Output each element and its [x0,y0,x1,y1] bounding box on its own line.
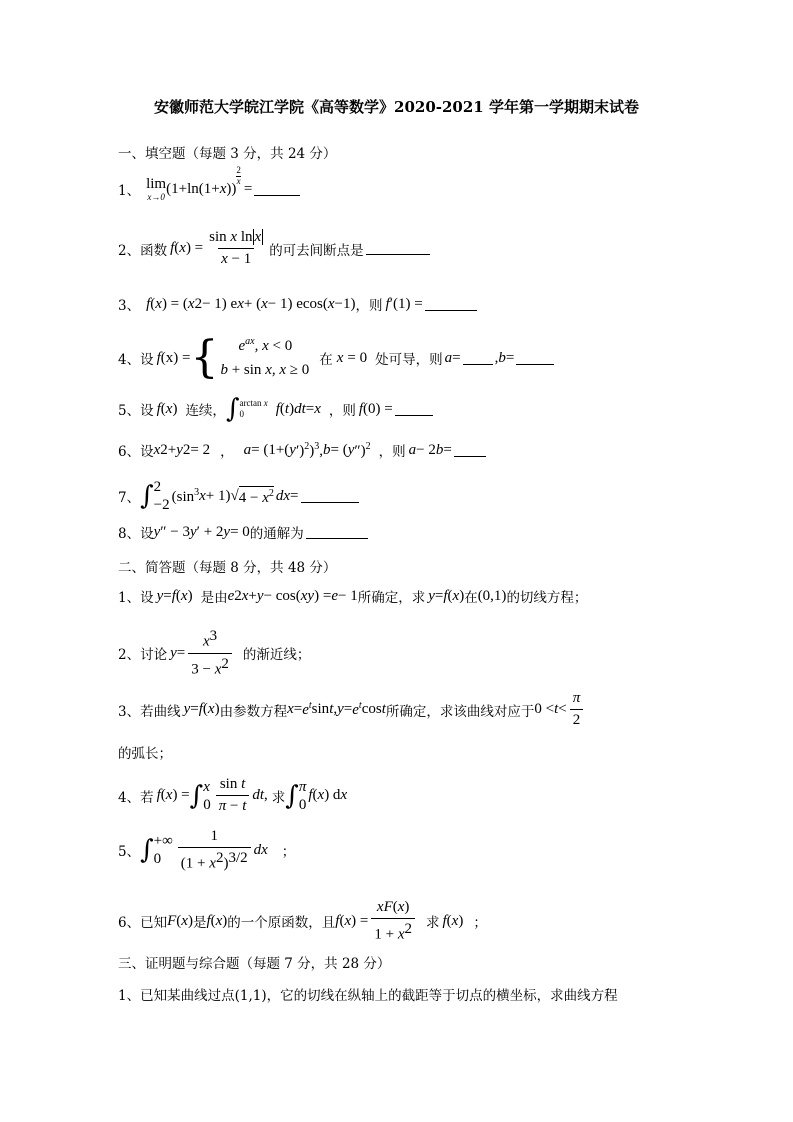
short-question-4: 4、 若 f ( x ) = ∫ x 0 $\frac{\text{sin t}}{\pi - t}$ dt , 求 ∫ π 0 f ( x ) d x [118,776,348,814]
fill-question-5: 5、 设 f ( x ) 连续， ∫ arctan x 0 f ( t ) dt = x ，则 f (0) = [118,396,435,422]
fill-question-7: 7、 ∫ 2 −2 ($\sin^3$ x + 1)√ $4 - x^2$ dx = [118,478,361,514]
answer-blank[interactable] [254,183,300,196]
fill-question-4: 4、 设 f (x) = { $e^{ax}$, x < 0 b + sin x, x ≥ 0 在 x = 0 处可导，则 a = , b = [118,334,556,382]
section-2-heading: 二、简答题（每题 8 分，共 48 分） [118,560,337,576]
fill-question-6: 6、 设 x 2 + y 2 = 2 ， a = (1+( y ′)$^2$)$^3$, b = ( y ″)$^2$ ，则 a − 2 b = [118,440,488,460]
fill-question-1: 1、 lim x→0 (1+ln(1+x)) $\frac{2}{x}$ = [118,176,302,202]
fraction: $\frac{xF(x)}{1 + x^2}$ [371,899,415,944]
section-1-heading: 一、填空题（每题 3 分，共 24 分） [118,146,337,162]
fill-question-3: 3、 f ( x ) = ( x 2 − 1) e x + ( x − 1) e cos(x−1) ，则 f ′(1) = [118,294,479,314]
fraction: $\frac{\text{sin x ln x}}{x - 1}$ [209,229,262,267]
short-question-6: 6、 已知 F ( x ) 是 f ( x ) 的一个原函数，且 f ( x ) = $\frac{xF(x)}{1 + x^2}$ 求 f ( x ) ； [118,899,487,943]
fill-question-8: 8、 设 y ″ − 3 y ′ + 2 y = 0 的通解为 [118,522,370,542]
fraction: $\frac{\pi}{2}$ [570,690,584,729]
answer-blank[interactable] [301,490,359,503]
answer-blank[interactable] [366,242,430,255]
page-title: 安徽师范大学皖江学院《高等数学》2020-2021 学年第一学期期末试卷 [154,98,639,116]
section-3-heading: 三、证明题与综合题（每题 7 分，共 28 分） [118,956,391,972]
fraction: $\frac{1}{(1 + x^2)^{3/2}}$ [178,828,251,873]
answer-blank-b[interactable] [516,352,554,365]
short-question-3: 3、 若曲线 y = f ( x ) 由参数方程 x = $e^t$ sin t , y = $e^t$ cos t 所确定，求该曲线对应于 0 < t < $\frac{\pi}{2}$ [118,690,586,729]
proof-question-1: 1、 已知某曲线过点(1,1)，它的切线在纵轴上的截距等于切点的横坐标，求曲线方程 [118,988,618,1004]
fraction: $\frac{\text{sin t}}{\pi - t}$ [216,776,250,815]
answer-blank[interactable] [395,403,433,416]
answer-blank-a[interactable] [463,352,493,365]
answer-blank[interactable] [425,298,477,311]
fraction: $\frac{x^3}{3 - x^2}$ [188,628,232,678]
short-question-1: 1、 设 y = f ( x ) 是由 e 2x+y − cos( xy ) = e − 1 所确定，求 y = f ( x ) 在 (0,1) 的切线方程； [118,587,588,606]
short-question-5: 5、 ∫ +∞ 0 $\frac{1}{(1 + x^2)^{3/2}}$ dx ； [118,828,296,872]
short-question-2: 2、 讨论 y = $\frac{x^3}{3 - x^2}$ 的渐近线； [118,628,311,677]
answer-blank[interactable] [306,526,368,539]
answer-blank[interactable] [454,444,486,457]
short-question-3-cont: 的弧长； [118,746,172,762]
fill-question-2: 2、 函数 f ( x ) = $\frac{\text{sin x ln x}}{x - 1}$ 的可去间断点是 [118,229,432,268]
